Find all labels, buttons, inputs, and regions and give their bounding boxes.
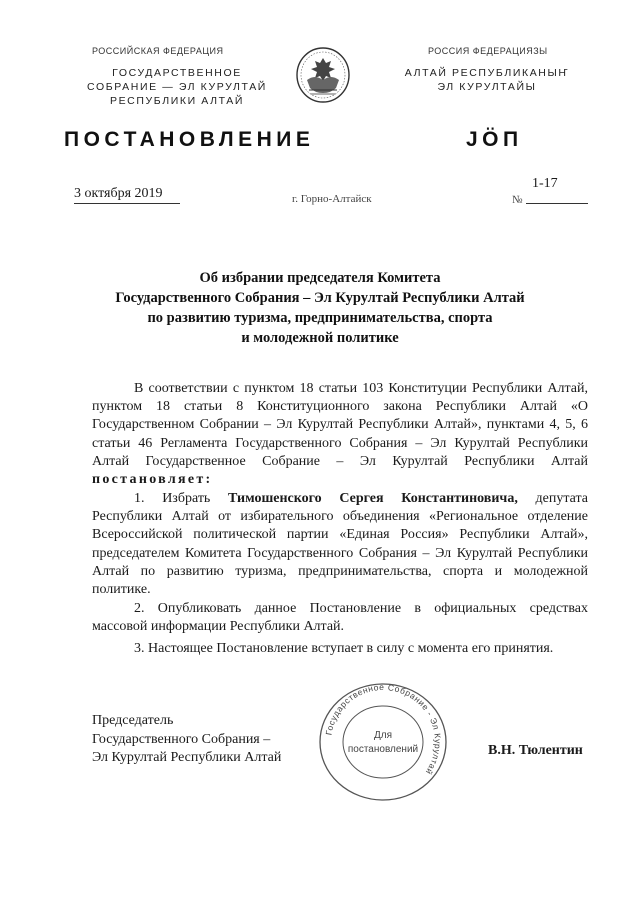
left-org-line: СОБРАНИЕ — ЭЛ КУРУЛТАЙ — [87, 81, 267, 93]
number-underline — [526, 203, 588, 204]
signer-name: В.Н. Тюлентин — [488, 743, 583, 758]
title-line: и молодежной политике — [241, 330, 399, 346]
right-org-line: ЭЛ КУРУЛТАЙЫ — [437, 81, 537, 93]
title-line: по развитию туризма, предпринимательства, спорта — [147, 310, 493, 326]
item-1-rest: депутата Республики Алтай от избирательного объединения «Региональное отделение Всероссийской политической партии «Единая Россия» Республики Алтай», председателем Комитета Государственного Собрания – Эл Курултай Республики Алтай по развитию туризма, предпринимательства, спорта и молодежной политике. — [92, 491, 589, 598]
document-body — [92, 380, 588, 489]
item-3-text: 3. Настоящее Постановление вступает в силу с момента его принятия. — [134, 641, 554, 656]
left-org-line: РЕСПУБЛИКИ АЛТАЙ — [109, 95, 245, 107]
signer-position — [92, 712, 281, 768]
stamp-center-line: постановлений — [347, 744, 419, 755]
item-1-lead: 1. Избрать — [134, 491, 211, 506]
number-prefix: № — [512, 194, 523, 206]
coat-of-arms-icon — [295, 46, 351, 104]
item-1-paragraph — [92, 490, 588, 599]
left-country-label: РОССИЙСКАЯ ФЕДЕРАЦИЯ — [92, 46, 224, 56]
preamble-paragraph — [92, 380, 588, 489]
elected-person-name: Тимошенского Сергея Константиновича, — [228, 491, 518, 506]
official-stamp — [316, 680, 450, 804]
right-org-line: АЛТАЙ РЕСПУБЛИКАНЫҤ — [404, 67, 570, 79]
title-line: Государственного Собрания – Эл Курултай Республики Алтай — [115, 290, 525, 306]
date-underline — [74, 203, 180, 204]
document-title — [0, 268, 640, 348]
doc-number-field — [512, 194, 588, 206]
item-2-paragraph — [92, 600, 588, 636]
position-line: Председатель — [92, 713, 174, 728]
position-line: Государственного Собрания – — [92, 731, 271, 747]
left-org-name — [72, 66, 282, 108]
right-country-label: РОССИЯ ФЕДЕРАЦИЯЗЫ — [428, 46, 548, 56]
right-org-name — [392, 66, 582, 94]
city-label: г. Горно-Алтайск — [292, 193, 372, 205]
item-3-paragraph — [92, 640, 588, 658]
stamp-center-line: Для — [373, 730, 393, 741]
stamp-ring-text: Государственное Собрание - Эл Курултай — [323, 681, 444, 777]
doc-type-alt: JӦП — [466, 128, 523, 151]
doc-number-value: 1-17 — [532, 176, 558, 191]
date-value: 3 октября 2019 — [74, 186, 163, 201]
item-2-text: 2. Опубликовать данное Постановление в официальных средствах массовой информации Республики Алтай. — [92, 601, 588, 635]
date-field — [74, 186, 180, 204]
title-line: Об избрании председателя Комитета — [199, 270, 441, 286]
position-line: Эл Курултай Республики Алтай — [92, 750, 282, 765]
preamble-text: В соответствии с пунктом 18 статьи 103 Конституции Республики Алтай, пунктом 18 статьи 8 Конституционного закона Республики Алтай «О Государственном Собрании – Эл Курултай Республики Алтай», пунктами 4, 5, 6 статьи 46 Регламента Государственного Собрания – Эл Курултай Республики Алтай Государственное Собрание – Эл Курултай Республики Алтай — [92, 381, 588, 469]
resolves-word: постановляет: — [92, 472, 213, 488]
left-org-line: ГОСУДАРСТВЕННОЕ — [112, 67, 242, 79]
doc-type-ru: ПОСТАНОВЛЕНИЕ — [64, 128, 315, 151]
